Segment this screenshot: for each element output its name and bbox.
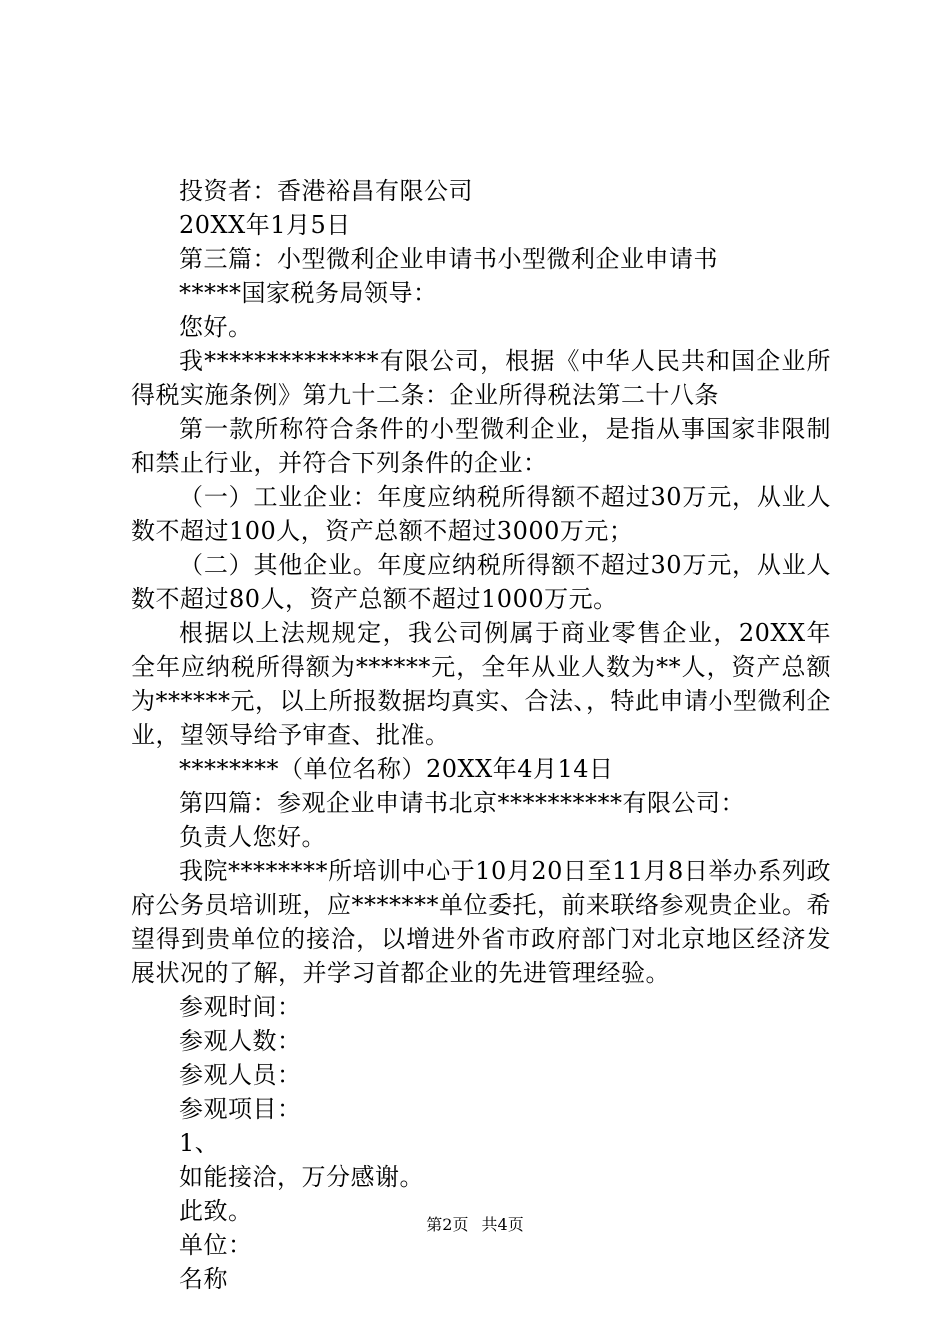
paragraph: 20XX年1月5日 [179,211,351,239]
page-number: 第2页 [426,1215,469,1234]
paragraph: 单位： [179,1231,253,1259]
paragraph: *****国家税务局领导： [179,279,438,307]
paragraph: 第一款所称符合条件的小型微利企业，是指从事国家非限制和禁止行业，并符合下列条件的企业： [131,415,831,477]
paragraph: 根据以上法规规定，我公司例属于商业零售企业，20XX年全年应纳税所得额为******元，全年从业人数为**人，资产总额为******元，以上所报数据均真实、合法、，特此申请小型微利企业，望领导给予审查、批准。 [131,619,831,749]
paragraph: （一）工业企业：年度应纳税所得额不超过30万元，从业人数不超过100人，资产总额不超过3000万元； [131,483,831,545]
paragraph: 1、 [179,1129,220,1157]
paragraph: ********（单位名称）20XX年4月14日 [179,755,614,783]
page-total: 共4页 [481,1215,524,1234]
page-footer [0,1215,950,1235]
paragraph: 您好。 [179,313,253,341]
paragraph: （二）其他企业。年度应纳税所得额不超过30万元，从业人数不超过80人，资产总额不超过1000万元。 [131,551,831,613]
paragraph: 参观项目： [179,1095,302,1123]
paragraph: 我**************有限公司，根据《中华人民共和国企业所得税实施条例》第九十二条：企业所得税法第二十八条 [131,347,831,409]
paragraph: 我院********所培训中心于10月20日至11月8日举办系列政府公务员培训班，应*******单位委托，前来联络参观贵企业。希望得到贵单位的接洽，以增进外省市政府部门对北京地区经济发展状况的了解，并学习首都企业的先进管理经验。 [131,857,831,987]
paragraph: 如能接洽，万分感谢。 [179,1163,424,1191]
section-heading: 第三篇：小型微利企业申请书小型微利企业申请书 [179,245,718,273]
document-body [131,174,831,1296]
paragraph: 名称 [179,1265,228,1293]
section-heading: 第四篇：参观企业申请书北京**********有限公司： [179,789,745,817]
paragraph: 投资者：香港裕昌有限公司 [179,177,473,205]
paragraph: 负责人您好。 [179,823,326,851]
paragraph: 参观人员： [179,1061,302,1089]
paragraph: 参观时间： [179,993,302,1021]
paragraph: 参观人数： [179,1027,302,1055]
paragraph: 此致。 [179,1197,253,1225]
